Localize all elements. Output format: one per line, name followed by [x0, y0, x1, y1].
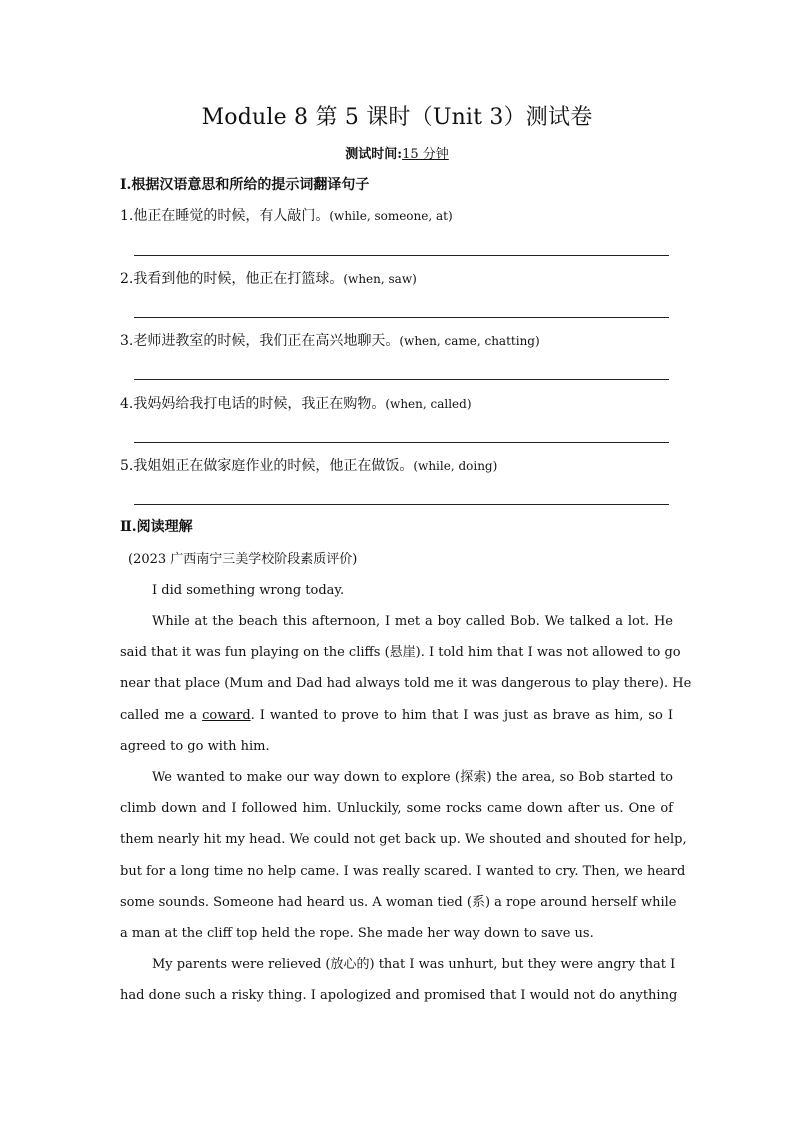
question-1-hint: (while, someone, at): [329, 209, 453, 223]
passage-line-7: We wanted to make our way down to explore (探索) the area, so Bob started to: [152, 770, 673, 785]
question-2-text: 2.我看到他的时候，他正在打篮球。: [120, 271, 344, 287]
question-2-hint: (when, saw): [343, 272, 417, 286]
question-4: [120, 393, 472, 415]
question-5: [120, 455, 497, 477]
passage-line-6: agreed to go with him.: [120, 739, 270, 754]
passage-line-11: some sounds. Someone had heard us. A woman tied (系) a rope around herself while: [120, 895, 677, 910]
question-3-text: 3.老师进教室的时候，我们正在高兴地聊天。: [120, 333, 400, 349]
passage-line-8: climb down and I followed him. Unluckily, some rocks came down after us. One of: [120, 801, 673, 816]
answer-line-4[interactable]: [134, 442, 669, 443]
question-5-text: 5.我姐姐正在做家庭作业的时候，他正在做饭。: [120, 458, 414, 474]
question-1: [120, 205, 453, 227]
question-3-hint: (when, came, chatting): [399, 334, 540, 348]
answer-line-3[interactable]: [134, 379, 669, 380]
question-3: [120, 330, 540, 352]
section-2-heading: Ⅱ.阅读理解: [120, 519, 193, 535]
answer-line-1[interactable]: [134, 255, 669, 256]
section-1-heading: Ⅰ.根据汉语意思和所给的提示词翻译句子: [120, 177, 370, 193]
passage-line-4: near that place (Mum and Dad had always told me it was dangerous to play there). He: [120, 676, 692, 691]
answer-line-5[interactable]: [134, 504, 669, 505]
question-5-hint: (while, doing): [413, 459, 498, 473]
question-1-text: 1.他正在睡觉的时候，有人敲门。: [120, 208, 330, 224]
question-2: [120, 268, 417, 290]
page-title: Module 8 第 5 课时（Unit 3）测试卷: [201, 105, 593, 130]
test-time-value: 15 分钟: [402, 147, 449, 162]
passage-line-5-start: called me a: [120, 708, 203, 723]
passage-line-9: them nearly hit my head. We could not get back up. We shouted and shouted for help,: [120, 832, 687, 847]
question-4-hint: (when, called): [385, 397, 472, 411]
passage-line-5: [120, 705, 673, 727]
passage-line-13: My parents were relieved (放心的) that I was unhurt, but they were angry that I: [152, 957, 676, 972]
answer-line-2[interactable]: [134, 317, 669, 318]
passage-line-5-end: . I wanted to prove to him that I was just as brave as him, so I: [250, 708, 673, 723]
passage-source: (2023 广西南宁三美学校阶段素质评价): [128, 552, 358, 567]
test-time-label: 测试时间:: [345, 147, 403, 162]
passage-line-14: had done such a risky thing. I apologized and promised that I would not do anything: [120, 988, 678, 1003]
passage-line-3: said that it was fun playing on the cliffs (悬崖). I told him that I was not allowed to go: [120, 645, 681, 660]
question-4-text: 4.我妈妈给我打电话的时候，我正在购物。: [120, 396, 386, 412]
passage-line-12: a man at the cliff top held the rope. She made her way down to save us.: [120, 926, 594, 941]
passage-line-1: I did something wrong today.: [152, 583, 345, 598]
passage-line-10: but for a long time no help came. I was really scared. I wanted to cry. Then, we heard: [120, 864, 686, 879]
underlined-word-coward: coward: [202, 708, 251, 723]
test-time: [0, 145, 794, 165]
passage-line-2: While at the beach this afternoon, I met a boy called Bob. We talked a lot. He: [152, 614, 673, 629]
